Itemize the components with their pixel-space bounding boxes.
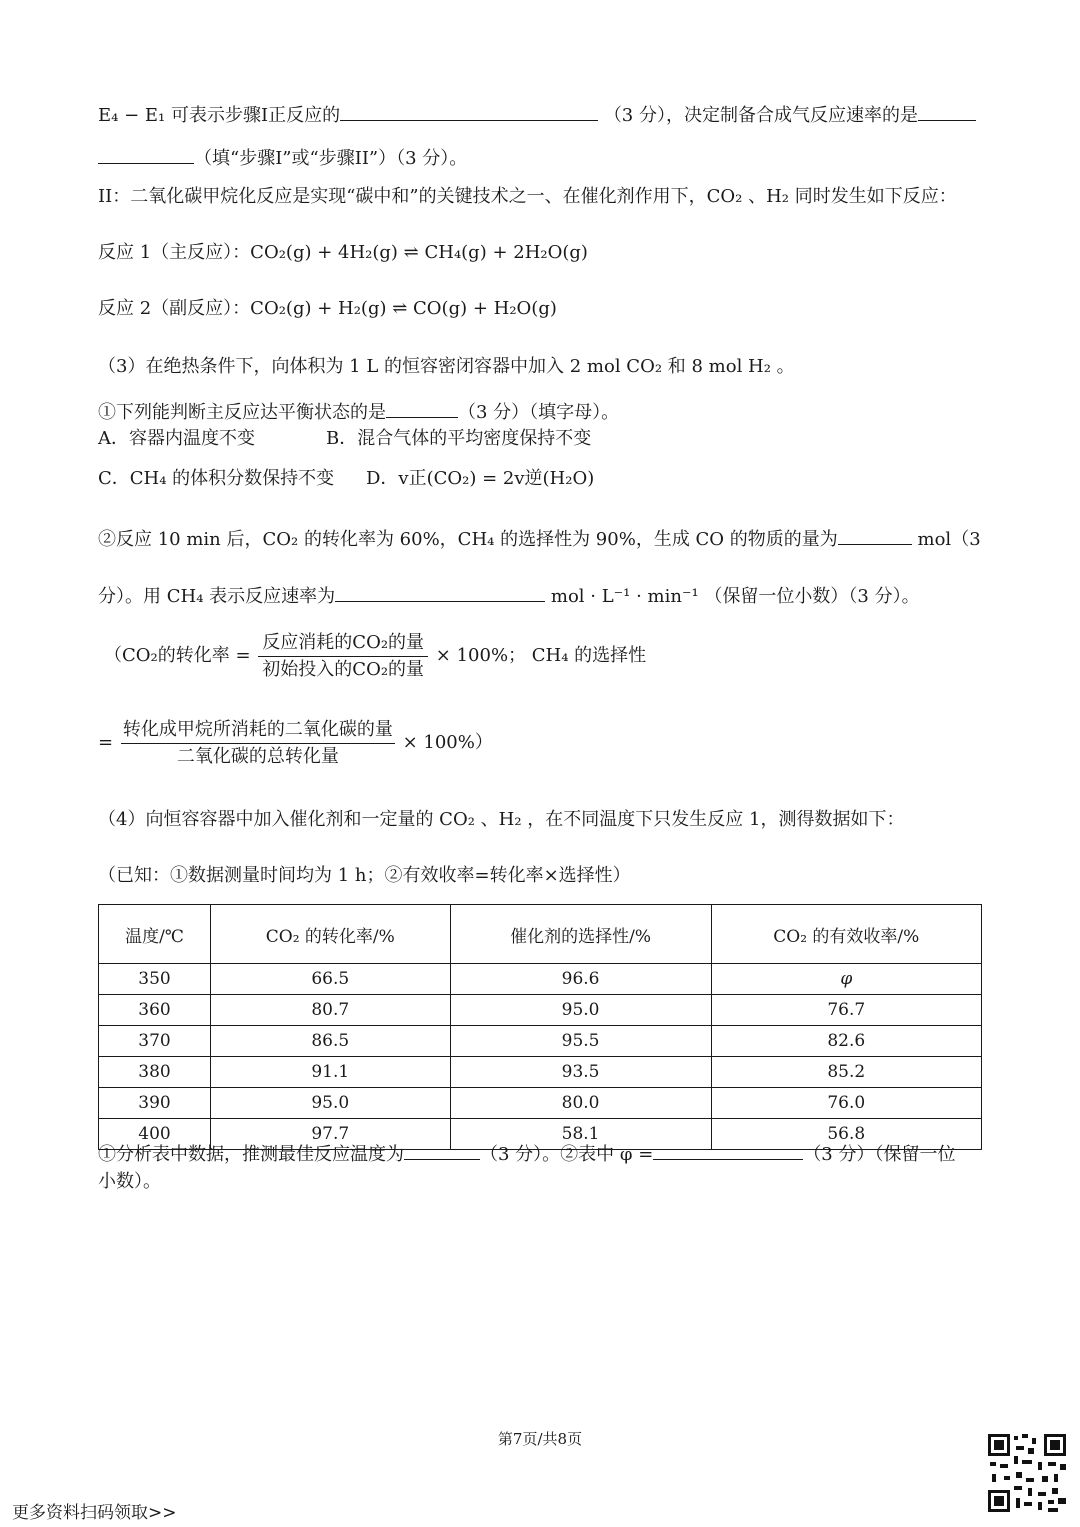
table-row	[99, 964, 982, 995]
fraction	[121, 719, 395, 767]
section-ii-intro: II：二氧化碳甲烷化反应是实现“碳中和”的关键技术之一、在催化剂作用下，CO₂ 、H₂ 同时发生如下反应：	[98, 186, 957, 207]
table-row	[99, 995, 982, 1026]
table-cell: 95.0	[211, 1088, 451, 1119]
fraction	[258, 632, 428, 680]
question-text: ①下列能判断主反应达平衡状态的是	[98, 402, 386, 423]
fraction-numerator: 反应消耗的CO₂的量	[258, 632, 428, 657]
fraction-denominator: 二氧化碳的总转化量	[176, 745, 339, 767]
question-text: （保留一位小数）（3 分）。	[704, 586, 920, 607]
question-4-1	[98, 1141, 956, 1166]
table-cell: 96.6	[450, 964, 711, 995]
table-cell: 95.0	[450, 995, 711, 1026]
table-row	[99, 1057, 982, 1088]
question-text: E₄ − E₁ 可表示步骤I正反应的	[98, 105, 341, 126]
table-cell: 66.5	[211, 964, 451, 995]
question-text: （3 分）（填字母）。	[458, 402, 620, 423]
question-text: 分）。用 CH₄ 表示反应速率为	[98, 586, 336, 607]
question-3-2	[98, 526, 981, 551]
header-selectivity: 催化剂的选择性/%	[450, 905, 711, 964]
question-4: （4）向恒容容器中加入催化剂和一定量的 CO₂ 、H₂ ，在不同温度下只发生反应 1，测得数据如下：	[98, 809, 905, 830]
fraction-denominator: 初始投入的CO₂的量	[262, 658, 425, 680]
answer-blank[interactable]	[653, 1141, 803, 1160]
option-a: A．容器内温度不变	[98, 428, 255, 449]
table-cell: 97.7	[211, 1119, 451, 1150]
options-row-2	[98, 468, 594, 490]
table-cell: 76.0	[711, 1088, 981, 1119]
qr-code-icon[interactable]	[986, 1432, 1068, 1514]
formula-conversion	[104, 632, 646, 680]
table-cell: 80.7	[211, 995, 451, 1026]
promo-link[interactable]: 更多资料扫码领取>>	[12, 1503, 177, 1523]
options-row-1	[98, 428, 591, 450]
question-text: （填“步骤I”或“步骤II”）（3 分）。	[194, 148, 468, 169]
option-c: C．CH₄ 的体积分数保持不变	[98, 468, 335, 489]
question-text: （3 分）（保留一位	[803, 1144, 956, 1165]
question-text: mol（3	[917, 529, 981, 550]
answer-blank[interactable]	[335, 583, 545, 602]
table-cell: 86.5	[211, 1026, 451, 1057]
question-text: ②反应 10 min 后，CO₂ 的转化率为 60%，CH₄ 的选择性为 90%，生成 CO 的物质的量为	[98, 529, 838, 550]
reaction-1: 反应 1（主反应）：CO₂(g) + 4H₂(g) ⇌ CH₄(g) + 2H₂O(g)	[98, 242, 588, 263]
answer-blank[interactable]	[98, 145, 194, 164]
page-number: 第7页/共8页	[497, 1430, 583, 1448]
formula-tail: × 100%）	[402, 732, 493, 754]
table-cell: 85.2	[711, 1057, 981, 1088]
option-b: B．混合气体的平均密度保持不变	[326, 428, 592, 449]
question-text: （3 分），决定制备合成气反应速率的是	[603, 105, 918, 126]
question-text: （3 分）。②表中 φ =	[480, 1144, 654, 1165]
header-temperature: 温度/℃	[99, 905, 211, 964]
question-3: （3）在绝热条件下，向体积为 1 L 的恒容密闭容器中加入 2 mol CO₂ 和 8 mol H₂ 。	[98, 356, 795, 377]
question-3-2-continued	[98, 583, 920, 608]
table-cell: 58.1	[450, 1119, 711, 1150]
table-cell: 76.7	[711, 995, 981, 1026]
table-cell: 400	[99, 1119, 211, 1150]
table-cell: 370	[99, 1026, 211, 1057]
answer-blank[interactable]	[838, 526, 912, 545]
formula-selectivity	[98, 719, 493, 767]
formula-lead: （CO₂的转化率 =	[104, 645, 251, 667]
question-text: ①分析表中数据，推测最佳反应温度为	[98, 1144, 404, 1165]
header-conversion: CO₂ 的转化率/%	[211, 905, 451, 964]
data-table	[98, 904, 982, 1150]
question-line-2	[98, 145, 467, 170]
question-4-1-continued: 小数）。	[98, 1171, 161, 1192]
table-cell: 91.1	[211, 1057, 451, 1088]
option-d: D．v正(CO₂) = 2v逆(H₂O)	[366, 468, 595, 489]
table-cell: 350	[99, 964, 211, 995]
formula-tail: × 100%； CH₄ 的选择性	[435, 645, 647, 667]
table-cell: 56.8	[711, 1119, 981, 1150]
table-cell: 390	[99, 1088, 211, 1119]
table-cell: 360	[99, 995, 211, 1026]
answer-blank[interactable]	[404, 1141, 480, 1160]
reaction-2: 反应 2（副反应）：CO₂(g) + H₂(g) ⇌ CO(g) + H₂O(g)	[98, 298, 557, 319]
header-yield: CO₂ 的有效收率/%	[711, 905, 981, 964]
table-cell: 95.5	[450, 1026, 711, 1057]
question-3-1	[98, 399, 619, 424]
table-header-row	[99, 905, 982, 964]
unit: mol · L⁻¹ · min⁻¹	[550, 586, 699, 607]
table-row	[99, 1026, 982, 1057]
table-cell: φ	[711, 964, 981, 995]
table-cell: 93.5	[450, 1057, 711, 1088]
fraction-numerator: 转化成甲烷所消耗的二氧化碳的量	[121, 719, 395, 744]
answer-blank[interactable]	[918, 102, 976, 121]
formula-lead: =	[98, 732, 114, 754]
answer-blank[interactable]	[386, 399, 458, 418]
table-row	[99, 1088, 982, 1119]
answer-blank[interactable]	[340, 102, 598, 121]
known-note: （已知：①数据测量时间均为 1 h；②有效收率=转化率×选择性）	[98, 865, 631, 886]
table-cell: 80.0	[450, 1088, 711, 1119]
table-cell: 82.6	[711, 1026, 981, 1057]
question-line-1	[98, 102, 976, 127]
table-cell: 380	[99, 1057, 211, 1088]
